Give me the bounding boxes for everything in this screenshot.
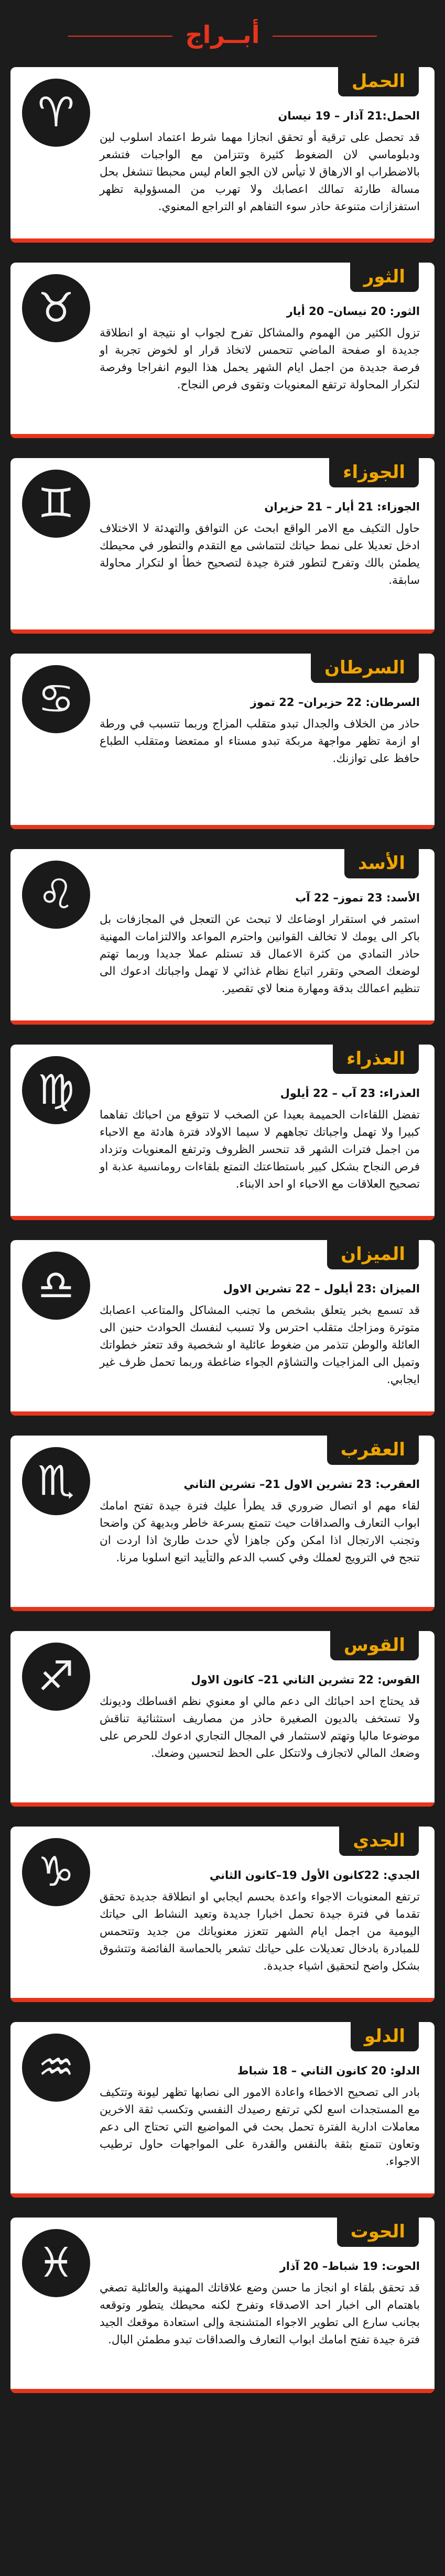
sign-forecast-text: لقاء مهم او اتصال ضروري قد يطرأ عليك فترة جيدة تفتح امامك ابواب التعارف والصداقات حيث تتمتع بسرعة خاطر وبديهة كن واضحا وتجنب الارتجال اذا امكن وكن جاهزا لأي حدث طارئ اذا اردت ان تنجح في الترويج لعملك وفي كسب الدعم والتأييد اتبع اسلوبا مرنا. xyxy=(100,1499,420,1564)
leo-icon: ♌ xyxy=(22,861,90,929)
sign-card xyxy=(10,2022,435,2198)
card-accent-stripe xyxy=(10,1020,435,1025)
scorpio-icon: ♏ xyxy=(22,1447,90,1515)
virgo-icon: ♍ xyxy=(22,1056,90,1124)
sign-name: الثور xyxy=(350,263,419,292)
sign-date-range: الأسد: 23 تموز– 22 آب xyxy=(295,892,420,904)
sign-list xyxy=(10,67,435,2393)
gemini-icon: ♊ xyxy=(22,470,90,538)
sign-date-range: الحمل:21 آذار – 19 نيسان xyxy=(278,110,420,122)
aquarius-icon: ♒ xyxy=(22,2034,90,2102)
sign-forecast-text: قد تحصل على ترقية أو تحقق انجازا مهما شرط اعتماد اسلوب لين ودبلوماسي لان الضغوط كثيرة وتتزامن مع الواجبات فتشعر بالاضطراب او الارهاق لا تيأس لان الجو العام ليس محبطا تنشغل بحل مسالة طارئة تمالك اعصابك ولا تهرب من المسؤولية تظهر استفزازات متنوعة حاذر سوء التفاهم او التراجع المعنوي. xyxy=(100,131,420,213)
sign-forecast-text: بادر الى تصحيح الاخطاء واعادة الامور الى نصابها تظهر ليونة وتتكيف مع المستجدات اسع لكي ترتفع رصيدك النفسي وتكسب ثقة الاخرين معاملات ادارية الفترة تحمل بحث في المواضيع التي تحتاج الى دعم وتعاون تتمتع بثقة بالنفس والقدرة على المواجهات حاول ترطيب الاجواء. xyxy=(100,2086,420,2168)
page-title: أبــراج xyxy=(172,20,272,49)
sign-name: الحمل xyxy=(338,67,419,96)
sign-card xyxy=(10,2218,435,2393)
sign-date-range: السرطان: 22 حزيران– 22 تموز xyxy=(250,696,420,709)
capricorn-icon: ♑ xyxy=(22,1838,90,1906)
sign-forecast-text: استمر في استقرار اوضاعك لا تبحث عن التعجل في المجازفات بل باكر الى يومك لا تخالف القوانين واحترم المواعد والالتزامات المهنية حاذر التمادي من كثرة الاعمال قد تستلم عملا جديدا وربما تهتم لوضعك الصحي وتقرر اتباع نظام غذائي لا تهمل واجباتك ادعوك الى تنظيم اعمالك بدقة ومهارة منعا لاي تقصير. xyxy=(100,913,420,995)
sign-forecast-text: حاذر من الخلاف والجدال تبدو متقلب المزاج وربما تتسبب في ورطة او ازمة تظهر مواجهة مربكة تبدو مستاء او ممتعضا ومتقلب الطباع حافظ على توازنك. xyxy=(100,718,420,765)
card-accent-stripe xyxy=(10,2389,435,2393)
sign-forecast-text: تزول الكثير من الهموم والمشاكل تفرح لجواب او نتيجة او انطلاقة جديدة او صفحة الماضي تتحمس لاتخاذ قرار او لخوض تجربة او فرصة جديدة من اجمل ايام الشهر يحمل هذا اليوم انفراجا وفرصة لتكرار المحاولة ترتفع المعنويات وتقوى فرص النجاح. xyxy=(100,327,420,392)
sign-date-range: الجوزاء: 21 أيار – 21 حزيران xyxy=(264,501,420,513)
sign-name: الميزان xyxy=(327,1240,419,1269)
aries-icon: ♈ xyxy=(22,79,90,147)
sign-date-range: العقرب: 23 تشرين الاول 21– تشرين الثاني xyxy=(183,1478,420,1491)
sign-date-range: الثور: 20 نيسان– 20 أيار xyxy=(286,305,420,318)
sign-name: الأسد xyxy=(344,849,419,878)
card-accent-stripe xyxy=(10,825,435,829)
libra-icon: ♎ xyxy=(22,1252,90,1320)
sign-card xyxy=(10,1631,435,1807)
sign-date-range: الميزان :23 أيلول – 22 تشرين الاول xyxy=(223,1282,420,1295)
card-accent-stripe xyxy=(10,2193,435,2198)
sign-card xyxy=(10,67,435,243)
sign-name: العذراء xyxy=(333,1045,419,1074)
sign-name: الحوت xyxy=(337,2218,419,2247)
pisces-icon: ♓ xyxy=(22,2229,90,2297)
sign-card xyxy=(10,1436,435,1611)
card-accent-stripe xyxy=(10,238,435,243)
sign-card xyxy=(10,458,435,634)
card-accent-stripe xyxy=(10,1802,435,1807)
cancer-icon: ♋ xyxy=(22,665,90,733)
sign-card xyxy=(10,1827,435,2002)
sign-name: الجوزاء xyxy=(329,458,419,487)
page-header xyxy=(10,20,435,67)
card-accent-stripe xyxy=(10,1216,435,1220)
sign-name: القوس xyxy=(330,1631,419,1660)
sign-card xyxy=(10,849,435,1025)
card-accent-stripe xyxy=(10,1607,435,1611)
sign-date-range: الدلو: 20 كانون الثاني – 18 شباط xyxy=(237,2064,420,2077)
sign-name: الجدي xyxy=(339,1827,419,1856)
sign-card xyxy=(10,263,435,438)
sign-forecast-text: ترتفع المعنويات الاجواء واعدة بحسم ايجابي او انطلاقة جديدة تحقق تقدما في فترة جيدة تحمل اخبارا جديدة وتعيد النشاط الى حياتك اليومية من اجمل ايام الشهر تتعزز معنوياتك من جديد وتتحمس للمبادرة بادخال تعديلات على حياتك تشعر بالحماسة الفائضة وتتشوق بشكل واضح لتحقيق اشياء جديدة. xyxy=(100,1890,420,1973)
sign-forecast-text: قد تحقق بلقاء او انجاز ما حسن وضع علاقاتك المهنية والعائلية تصغي باهتمام الى اخبار احد الاصدقاء وتفرح لكنه محيطك يتطور وتوقعه بجانب سارع الى تطوير الاجواء المتشنجة وإلى استعادة موقعك الجيد فترة جيدة تفتح امامك ابواب التعارف والصداقات تبدو مطمئن البال. xyxy=(100,2281,420,2346)
sign-name: العقرب xyxy=(327,1436,419,1465)
card-accent-stripe xyxy=(10,629,435,634)
sign-card xyxy=(10,654,435,829)
sign-forecast-text: قد تسمع بخبر يتعلق بشخص ما تجنب المشاكل والمتاعب اعصابك متوترة ومزاجك متقلب احترس ولا تسبب لنفسك الحوادث حنين الى العائلة والوطن تتذمر من ضغوط عائلية او شخصية وقد تتعثر خطواتك وتميل الى المزاجيات والتشاؤم الجواء ضاغطة وربما تحمل ظرف غير ايجابي. xyxy=(100,1304,420,1386)
sagittarius-icon: ♐ xyxy=(22,1643,90,1711)
sign-card xyxy=(10,1045,435,1220)
card-accent-stripe xyxy=(10,1411,435,1416)
sign-date-range: القوس: 22 تشرين الثاني 21– كانون الاول xyxy=(191,1673,420,1686)
sign-date-range: الجدي: 22كانون الأول 19–كانون الثاني xyxy=(209,1869,420,1882)
sign-date-range: الحوت: 19 شباط– 20 آذار xyxy=(279,2260,420,2273)
sign-card xyxy=(10,1240,435,1416)
card-accent-stripe xyxy=(10,434,435,438)
sign-date-range: العذراء: 23 آب – 22 أيلول xyxy=(280,1087,420,1100)
card-accent-stripe xyxy=(10,1998,435,2002)
sign-forecast-text: تفضل اللقاءات الحميمة بعيدا عن الصخب لا تتوقع من احبائك تفاهما كبيرا ولا تهمل واجباتك تجاههم لا سيما الاولاد فترة هادئة مع الاحباء من اجمل فترات الشهر قد تنحسر الظروف وترتفع المعنويات وتزداد فرص النجاح بشكل كبير باستطاعتك التمتع بلقاءات رومانسية عذبة او تصحيح العلاقات مع الاحباء او احد الابناء. xyxy=(100,1108,420,1191)
sign-name: الدلو xyxy=(351,2022,419,2051)
sign-forecast-text: حاول التكيف مع الامر الواقع ابحث عن التوافق والتهدئة لا الاختلاف ادخل تعديلا على نمط حياتك لتتماشى مع التقدم والتطور في محيطك يطمئن بالك وتفرح لتطور فترة جيدة لتصحيح خطأ او لتكرار محاولة سابقة. xyxy=(100,522,420,587)
sign-forecast-text: قد يحتاج احد احبائك الى دعم مالي او معنوي نظم اقساطك وديونك ولا تستخف بالديون الصغيرة حاذر من مصاريف استثنائية تناقش موضوعا ماليا وتهتم لاستثمار في المجال التجاري ادعوك للحرص على وضعك المالي لاتجازف ولاتتكل على الحظ لتحسين وضعك. xyxy=(100,1695,420,1760)
sign-name: السرطان xyxy=(311,654,419,683)
taurus-icon: ♉ xyxy=(22,274,90,342)
